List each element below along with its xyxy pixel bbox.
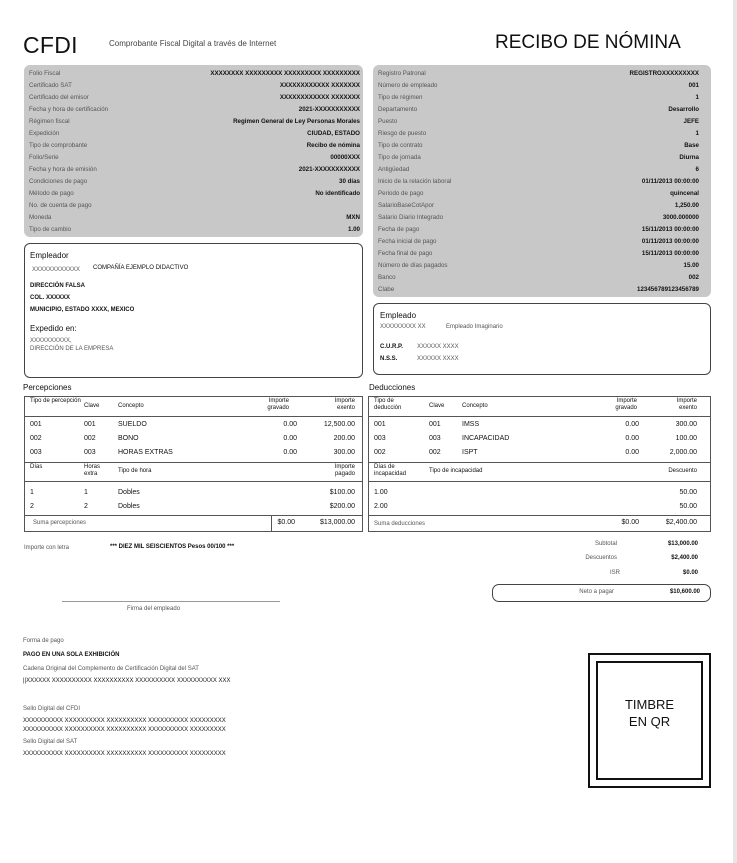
employer-address-2: COL. XXXXXX <box>30 295 71 301</box>
ded-row-tipo: 001 <box>374 421 386 428</box>
ded-row-exento: 2,000.00 <box>669 449 697 456</box>
qr-text-line-2: EN QR <box>628 714 671 729</box>
ded-row-concepto: ISPT <box>462 449 478 456</box>
employment-field-label: Número de empleado <box>378 82 438 89</box>
perc-subheader-divider <box>25 481 362 482</box>
issued-in-line-1: XXXXXXXXXX, <box>30 338 72 344</box>
perc-col-exento: Importe exento <box>334 398 355 411</box>
employment-field-label: Fecha de pago <box>378 226 420 233</box>
fiscal-field-value: 00000XXX <box>330 154 360 161</box>
perc-col-gravado: Importe gravado <box>267 398 289 411</box>
employment-field-label: Antigüedad <box>378 166 410 173</box>
net-pay-value: $10,600.00 <box>669 589 700 595</box>
employment-field-label: Salario Diario Integrado <box>378 214 444 221</box>
perc-he-row-dias: 1 <box>30 489 34 496</box>
amount-in-words-label: Importe con letra <box>24 545 70 551</box>
employee-name: Empleado Imaginario <box>446 324 503 330</box>
perc-sum-exento: $13,000.00 <box>319 519 355 526</box>
fiscal-field-label: Moneda <box>29 214 52 221</box>
ded-row-tipo: 002 <box>374 449 386 456</box>
employment-field-value: 6 <box>695 166 699 173</box>
subtotal-value: $13,000.00 <box>667 541 698 547</box>
ded-inc-col-tipo: Tipo de incapacidad <box>429 468 483 474</box>
fiscal-field-label: Certificado del emisor <box>29 94 89 101</box>
perc-row-gravado: 0.00 <box>283 435 297 442</box>
perc-he-col-tipo: Tipo de hora <box>118 468 152 474</box>
perc-row-tipo: 003 <box>30 449 42 456</box>
employment-field-label: Periodo de pago <box>378 190 424 197</box>
fiscal-field-label: Certificado SAT <box>29 82 72 89</box>
ded-row-clave: 001 <box>429 421 441 428</box>
ded-col-tipo: Tipo de deducción <box>374 398 402 411</box>
isr-label: ISR <box>609 570 620 576</box>
perc-he-row-importe: $100.00 <box>329 489 355 496</box>
employment-field-value: 001 <box>688 82 699 89</box>
employment-field-value: 3000.000000 <box>662 214 699 221</box>
employment-field-value: quincenal <box>670 190 699 197</box>
perc-row-concepto: HORAS EXTRAS <box>118 449 173 456</box>
ded-row-gravado: 0.00 <box>625 435 639 442</box>
issued-in-line-2: DIRECCIÓN DE LA EMPRESA <box>30 346 114 352</box>
perc-he-row-tipo: Dobles <box>118 503 140 510</box>
employment-field-value: Base <box>684 142 699 149</box>
employer-address-3: MUNICIPIO, ESTADO XXXX, MEXICO <box>30 307 135 313</box>
fiscal-field-label: Folio/Serie <box>29 154 59 161</box>
employment-field-value: 01/11/2013 00:00:00 <box>641 238 699 245</box>
fiscal-field-label: Régimen fiscal <box>29 118 70 125</box>
perceptions-title: Percepciones <box>23 383 72 392</box>
fiscal-field-label: Tipo de cambio <box>29 226 72 233</box>
perc-section-divider <box>25 462 362 463</box>
employer-rfc: XXXXXXXXXXXX <box>32 267 81 273</box>
original-string: ||XXXXXX XXXXXXXXXX XXXXXXXXXX XXXXXXXXXX XXXXXXXXXX XXX <box>23 678 231 684</box>
fiscal-info-panel <box>24 65 363 237</box>
ded-inc-row-descuento: 50.00 <box>679 503 697 510</box>
perc-sum-gravado: $0.00 <box>277 519 295 526</box>
fiscal-field-label: Fecha y hora de certificación <box>29 106 109 113</box>
ded-row-concepto: IMSS <box>462 421 480 428</box>
ded-header-divider <box>369 416 710 417</box>
perc-he-row-tipo: Dobles <box>118 489 140 496</box>
qr-text-line-1: TIMBRE <box>624 697 675 712</box>
perceptions-table <box>24 396 363 532</box>
ded-inc-row-descuento: 50.00 <box>679 489 697 496</box>
ded-row-gravado: 0.00 <box>625 449 639 456</box>
discounts-value: $2,400.00 <box>671 555 698 561</box>
perc-row-gravado: 0.00 <box>283 421 297 428</box>
fiscal-field-value: CIUDAD, ESTADO <box>307 130 360 137</box>
perc-row-tipo: 001 <box>30 421 42 428</box>
ded-col-exento: Importe exento <box>676 398 697 411</box>
employment-field-label: Inicio de la relación laboral <box>378 178 452 185</box>
fiscal-field-label: Condiciones de pago <box>29 178 88 185</box>
employment-field-label: Riesgo de puesto <box>378 130 427 137</box>
cfdi-seal-label: Sello Digital del CFDI <box>23 706 81 712</box>
perc-row-exento: 12,500.00 <box>323 421 355 428</box>
employment-field-value: Desarrollo <box>668 106 699 113</box>
employment-field-value: REGISTROXXXXXXXXX <box>629 70 699 77</box>
fiscal-field-value: XXXXXXXXXXXX XXXXXXX <box>279 82 360 89</box>
cfdi-seal-line-2: XXXXXXXXXX XXXXXXXXXX XXXXXXXXXX XXXXXXXXXX XXXXXXXXX <box>23 727 226 733</box>
perc-he-row-importe: $200.00 <box>329 503 355 510</box>
fiscal-field-value: XXXXXXXX XXXXXXXXX XXXXXXXXX XXXXXXXXX <box>210 70 360 77</box>
fiscal-field-value: Recibo de nómina <box>306 142 360 149</box>
payment-form: PAGO EN UNA SOLA EXHIBICIÓN <box>23 652 120 658</box>
sat-seal-label: Sello Digital del SAT <box>23 739 78 745</box>
ded-row-exento: 100.00 <box>675 435 697 442</box>
perc-col-tipo: Tipo de percepción <box>30 398 81 404</box>
ded-inc-row-dias: 1.00 <box>374 489 388 496</box>
perc-col-clave: Clave <box>84 403 100 409</box>
ded-row-clave: 003 <box>429 435 441 442</box>
net-pay-label: Neto a pagar <box>579 589 614 595</box>
fiscal-field-value: 2021-XXXXXXXXXXX <box>298 106 360 113</box>
employment-field-value: 15/11/2013 00:00:00 <box>641 250 699 257</box>
fiscal-field-value: No identificado <box>315 190 360 197</box>
perc-row-exento: 300.00 <box>333 449 355 456</box>
employment-field-label: Clabe <box>378 286 395 293</box>
employment-field-value: 123456789123456789 <box>637 286 699 293</box>
curp-value: XXXXXX XXXX <box>417 344 459 350</box>
payment-form-label: Forma de pago <box>23 638 64 644</box>
page-edge <box>733 0 737 863</box>
perc-he-row-dias: 2 <box>30 503 34 510</box>
ded-sum-divider <box>369 515 710 516</box>
ded-col-concepto: Concepto <box>462 403 488 409</box>
deductions-title: Deducciones <box>369 383 416 392</box>
employment-field-label: Puesto <box>378 118 398 125</box>
fiscal-field-label: No. de cuenta de pago <box>29 202 92 209</box>
employee-rfc: XXXXXXXXX XX <box>380 324 426 330</box>
employment-field-value: 15/11/2013 00:00:00 <box>641 226 699 233</box>
cfdi-seal-line-1: XXXXXXXXXX XXXXXXXXXX XXXXXXXXXX XXXXXXXXXX XXXXXXXXX <box>23 718 226 724</box>
employment-field-label: Banco <box>378 274 396 281</box>
fiscal-field-label: Tipo de comprobante <box>29 142 88 149</box>
ded-col-gravado: Importe gravado <box>615 398 637 411</box>
discounts-label: Descuentos <box>585 555 617 561</box>
employee-box <box>373 303 711 375</box>
header-subtitle: Comprobante Fiscal Digital a través de Internet <box>109 39 277 48</box>
employee-title: Empleado <box>380 311 417 320</box>
sat-seal: XXXXXXXXXX XXXXXXXXXX XXXXXXXXXX XXXXXXXXXX XXXXXXXXX <box>23 751 226 757</box>
fiscal-field-value: XXXXXXXXXXXX XXXXXXX <box>279 94 360 101</box>
ded-row-exento: 300.00 <box>675 421 697 428</box>
ded-row-clave: 002 <box>429 449 441 456</box>
perc-row-concepto: SUELDO <box>118 421 147 428</box>
cfdi-logo-text: CFDI <box>23 32 78 58</box>
fiscal-field-value: Regimen General de Ley Personas Morales <box>233 118 360 125</box>
ded-inc-col-dias: Días de incapacidad <box>374 464 407 477</box>
isr-value: $0.00 <box>682 570 698 576</box>
perc-he-row-horas: 1 <box>84 489 88 496</box>
nss-label: N.S.S. <box>380 356 398 362</box>
ded-section-divider <box>369 462 710 463</box>
nss-value: XXXXXX XXXX <box>417 356 459 362</box>
ded-sum-label: Suma deducciones <box>374 521 426 527</box>
employment-field-value: JEFE <box>683 118 699 125</box>
employment-field-label: Fecha inicial de pago <box>378 238 437 245</box>
qr-placeholder-text <box>598 696 701 730</box>
employment-field-label: Fecha final de pago <box>378 250 433 257</box>
employer-box <box>24 243 363 378</box>
fiscal-field-label: Método de pago <box>29 190 74 197</box>
employment-field-value: 15.00 <box>683 262 699 269</box>
perc-row-clave: 001 <box>84 421 96 428</box>
perc-row-concepto: BONO <box>118 435 139 442</box>
net-pay-box <box>492 584 711 602</box>
ded-sum-gravado: $0.00 <box>621 519 639 526</box>
fiscal-field-label: Fecha y hora de emisión <box>29 166 97 173</box>
curp-label: C.U.R.P. <box>380 344 403 350</box>
employment-info-panel <box>373 65 711 297</box>
ded-inc-col-descuento: Descuento <box>668 468 697 474</box>
ded-sum-exento: $2,400.00 <box>665 519 697 526</box>
employment-field-value: 1 <box>695 130 699 137</box>
ded-col-clave: Clave <box>429 403 445 409</box>
ded-subheader-divider <box>369 481 710 482</box>
issued-in-title: Expedido en: <box>30 324 77 333</box>
employer-title: Empleador <box>30 251 69 260</box>
subtotal-label: Subtotal <box>594 541 617 547</box>
perc-he-col-dias: Días <box>30 464 43 470</box>
perc-row-exento: 200.00 <box>333 435 355 442</box>
deductions-table <box>368 396 711 532</box>
amount-in-words: *** DIEZ MIL SEISCIENTOS Pesos 00/100 *** <box>110 544 235 550</box>
document-title: RECIBO DE NÓMINA <box>495 32 681 53</box>
employment-field-label: Tipo de contrato <box>378 142 423 149</box>
employer-name: COMPAÑÍA EJEMPLO DIDACTIVO <box>93 265 189 271</box>
fiscal-field-value: 2021-XXXXXXXXXXX <box>298 166 360 173</box>
perc-row-clave: 002 <box>84 435 96 442</box>
employment-field-value: 1,250.00 <box>674 202 699 209</box>
employment-field-label: Departamento <box>378 106 418 113</box>
employment-field-label: Número de días pagados <box>378 262 448 269</box>
perc-row-gravado: 0.00 <box>283 449 297 456</box>
signature-line <box>62 601 280 602</box>
employment-field-value: 002 <box>688 274 699 281</box>
perc-sum-label: Suma percepciones <box>33 520 87 526</box>
employment-field-value: Diurna <box>679 154 699 161</box>
qr-stamp-inner-frame <box>596 661 703 780</box>
original-string-label: Cadena Original del Complemento de Certificación Digital del SAT <box>23 666 199 672</box>
ded-inc-row-dias: 2.00 <box>374 503 388 510</box>
ded-row-concepto: INCAPACIDAD <box>462 435 510 442</box>
employment-field-label: Tipo de régimen <box>378 94 423 101</box>
employment-field-label: SalarioBaseCotApor <box>378 202 435 209</box>
perc-he-row-horas: 2 <box>84 503 88 510</box>
employment-field-value: 1 <box>695 94 699 101</box>
employment-field-label: Tipo de jornada <box>378 154 421 161</box>
employment-field-value: 01/11/2013 00:00:00 <box>641 178 699 185</box>
perc-sum-divider <box>25 515 362 516</box>
perc-he-col-importe: Importe pagado <box>334 464 355 477</box>
fiscal-field-value: 1.00 <box>347 226 360 233</box>
qr-stamp-frame <box>588 653 711 788</box>
fiscal-field-label: Expedición <box>29 130 60 137</box>
perc-header-divider <box>25 416 362 417</box>
fiscal-field-label: Folio Fiscal <box>29 70 61 77</box>
fiscal-field-value: 30 días <box>339 178 360 185</box>
employer-address-1: DIRECCIÓN FALSA <box>30 283 86 289</box>
fiscal-field-value: MXN <box>346 214 360 221</box>
employment-field-label: Registro Patronal <box>378 70 426 77</box>
signature-caption: Firma del empleado <box>127 606 181 612</box>
perc-col-concepto: Concepto <box>118 403 144 409</box>
perc-row-tipo: 002 <box>30 435 42 442</box>
perc-row-clave: 003 <box>84 449 96 456</box>
perc-he-col-horas: Horas extra <box>84 464 101 477</box>
ded-row-tipo: 003 <box>374 435 386 442</box>
ded-row-gravado: 0.00 <box>625 421 639 428</box>
